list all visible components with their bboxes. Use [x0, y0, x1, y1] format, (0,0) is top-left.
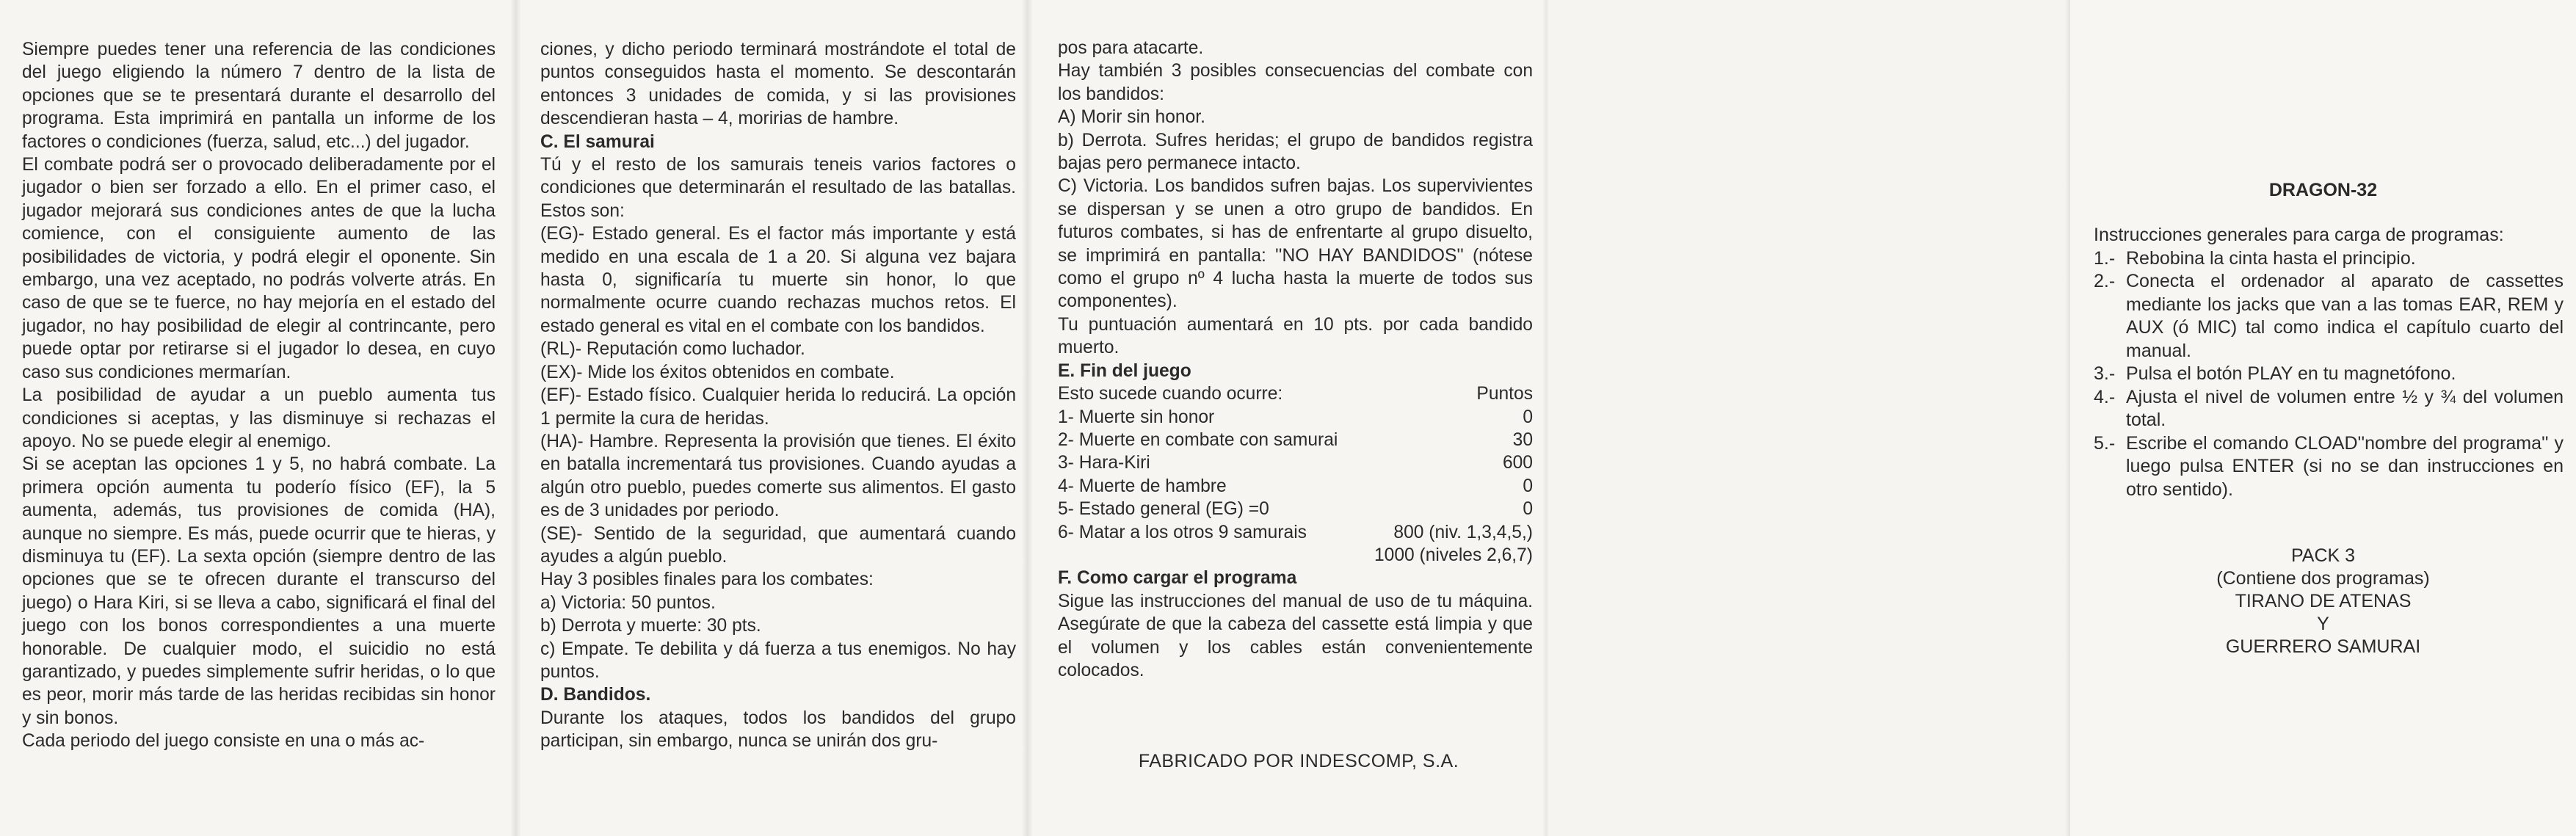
program-title: TIRANO DE ATENAS [2235, 591, 2412, 611]
score-row: 3- Hara-Kiri 600 [1058, 453, 1533, 473]
list-item: 2.- Conecta el ordenador al aparato de cassettes mediante los jacks que van a las tomas EAR, REM y AUX (ó MIC) tal como indica el capítulo cuarto del manual. [2094, 271, 2564, 361]
pack-subtitle: (Contiene dos programas) [2216, 568, 2430, 589]
score-extra: 1000 (niveles 2,6,7) [1374, 545, 1533, 565]
factor-item: (HA)- Hambre. Representa la provisión que tienes. El éxito en batalla incrementará tus provisiones. Cuando ayudas a algún otro pueblo, puedes comerte sus alimentos. El gasto es de 3 unidades por periodo. [540, 431, 1016, 521]
paragraph: Durante los ataques, todos los bandidos del grupo participan, sin embargo, nunca se unirán dos gru- [540, 708, 1016, 752]
list-item: c) Empate. Te debilita y dá fuerza a tus enemigos. No hay puntos. [540, 639, 1016, 682]
factor-item: (EX)- Mide los éxitos obtenidos en combate. [540, 362, 895, 382]
panel-2 [520, 0, 1027, 836]
factor-item: (SE)- Sentido de la seguridad, que aumentará cuando ayudes a algún pueblo. [540, 523, 1016, 567]
list-item: 4.- Ajusta el nivel de volumen entre ½ y ¾ del volumen total. [2094, 386, 2564, 430]
score-row: 1- Muerte sin honor 0 [1058, 407, 1533, 427]
paragraph: Hay también 3 posibles consecuencias del combate con los bandidos: [1058, 61, 1533, 104]
list-item: b) Derrota. Sufres heridas; el grupo de bandidos registra bajas pero permanece intacto. [1058, 130, 1533, 174]
list-item: b) Derrota y muerte: 30 pts. [540, 616, 761, 636]
manufacturer-footer: FABRICADO POR INDESCOMP, S.A. [1138, 751, 1459, 771]
instructions-intro: Instrucciones generales para carga de programas: [2094, 225, 2504, 245]
paragraph: El combate podrá ser o provocado deliberadamente por el jugador o bien ser forzado a ello. En el primer caso, el jugador mejorará sus condiciones antes de que la lucha comience, con el consiguiente aumento de las posibilidades de victoria, y podrá elegir el oponente. Sin embargo, una vez aceptado, no podrás volverte atrás. En caso de que se te fuerce, no hay mejoría en el estado del jugador, no hay posibilidad de elegir al contrincante, pero puede optar por retirarse si el jugador lo desea, en cuyo caso sus condiciones mermarían. [22, 155, 496, 382]
panel-3 [1032, 0, 1548, 836]
loading-instructions [2094, 224, 2564, 501]
section-heading-fin: E. Fin del juego [1058, 360, 1191, 381]
paragraph: Cada periodo del juego consiste en una o más ac- [22, 731, 425, 752]
panel-5 [2070, 0, 2576, 836]
score-header: Esto sucede cuando ocurre: Puntos [1058, 384, 1533, 404]
paragraph: pos para atacarte. [1058, 38, 1204, 58]
program-title: GUERRERO SAMURAI [2225, 636, 2421, 657]
section-heading-samurai: C. El samurai [540, 131, 655, 152]
machine-title: DRAGON-32 [2268, 180, 2378, 200]
list-item: 1.- Rebobina la cinta hasta el principio. [2094, 247, 2416, 269]
factor-item: (EG)- Estado general. Es el factor más importante y está medido en una escala de 1 a 20. Si alguna vez bajara hasta 0, significaría tu muerte sin honor, lo que normalmente ocurre cuando rechazas muchos retos. El estado general es vital en el combate con los bandidos. [540, 224, 1016, 336]
paragraph: Hay 3 posibles finales para los combates: [540, 570, 874, 590]
list-item: C) Victoria. Los bandidos sufren bajas. Los supervivientes se dispersan y se unen a otro grupo de bandidos. En futuros combates, si has de enfrentarte al grupo disuelto, se imprimirá en pantalla: ''NO HAY BANDIDOS'' (nótese como el grupo nº 4 lucha hasta la muerte de todos sus componentes). [1058, 176, 1533, 312]
pack-conjunction: Y [2317, 614, 2329, 634]
panel-1 [0, 0, 515, 836]
paragraph: Si se aceptan las opciones 1 y 5, no habrá combate. La primera opción aumenta tu poderío físico (EF), la 5 aumenta, además, tus provisiones de comida (HA), aunque no siempre. Es más, puede ocurrir que te hieras, y disminuya tu (EF). La sexta opción (siempre dentro de las opciones que se te ofrecen durante el transcurso del juego) o Hara Kiri, si se lleva a cabo, significará el final del juego con los bonos correspondientes a una muerte honorable. De cualquier modo, el suicidio no está garantizado, y puedes simplemente sufrir heridas, o lo que es peor, morir más tarde de las heridas recibidas sin honor y sin bonos. [22, 454, 496, 728]
fold-line [1022, 0, 1032, 836]
panel-3-text [1058, 37, 1533, 682]
paragraph: Siempre puedes tener una referencia de las condiciones del juego eligiendo la número 7 dentro de la lista de opciones que se te presentará durante el desarrollo del programa. Esta imprimirá en pantalla un informe de los factores o condiciones (fuerza, salud, etc...) del jugador. [22, 40, 496, 152]
list-item: 5.- Escribe el comando CLOAD''nombre del programa'' y luego pulsa ENTER (si no se dan instrucciones en otro sentido). [2094, 432, 2564, 500]
score-row: 4- Muerte de hambre 0 [1058, 476, 1533, 496]
list-item: a) Victoria: 50 puntos. [540, 592, 716, 613]
section-heading-carga: F. Como cargar el programa [1058, 568, 1297, 589]
paragraph: ciones, y dicho periodo terminará mostrándote el total de puntos conseguidos hasta el momento. Se descontarán entonces 3 unidades de comida, y si las provisiones descendieran hasta – 4, moririas de hambre. [540, 40, 1016, 129]
fold-line [510, 0, 520, 836]
factor-item: (RL)- Reputación como luchador. [540, 339, 805, 360]
panel-1-text [22, 38, 496, 753]
score-row: 2- Muerte en combate con samurai 30 [1058, 429, 1533, 450]
score-row: 6- Matar a los otros 9 samurais 800 (niv. 1,3,4,5,) [1058, 522, 1533, 542]
section-heading-bandidos: D. Bandidos. [540, 685, 651, 705]
list-item: A) Morir sin honor. [1058, 107, 1205, 128]
blank-panel [1548, 0, 2070, 836]
list-item: 3.- Pulsa el botón PLAY en tu magnetófono. [2094, 363, 2456, 384]
factor-item: (EF)- Estado físico. Cualquier herida lo reducirá. La opción 1 permite la cura de heridas. [540, 385, 1016, 429]
paragraph: La posibilidad de ayudar a un pueblo aumenta tus condiciones si aceptas, y las disminuye si rechazas el apoyo. No se puede elegir al enemigo. [22, 385, 496, 451]
paragraph: Tu puntuación aumentará en 10 pts. por cada bandido muerto. [1058, 314, 1533, 358]
pack-title: PACK 3 [2290, 545, 2356, 566]
score-row: 5- Estado general (EG) =0 0 [1058, 499, 1533, 520]
panel-2-text [540, 38, 1016, 753]
paragraph: Tú y el resto de los samurais teneis varios factores o condiciones que determinarán el resultado de las batallas. Estos son: [540, 155, 1016, 221]
pack-info [2070, 545, 2576, 658]
paragraph: Sigue las instrucciones del manual de uso de tu máquina. Asegúrate de que la cabeza del cassette está limpia y que el volumen y los cables están convenientemente colocados. [1058, 591, 1533, 680]
